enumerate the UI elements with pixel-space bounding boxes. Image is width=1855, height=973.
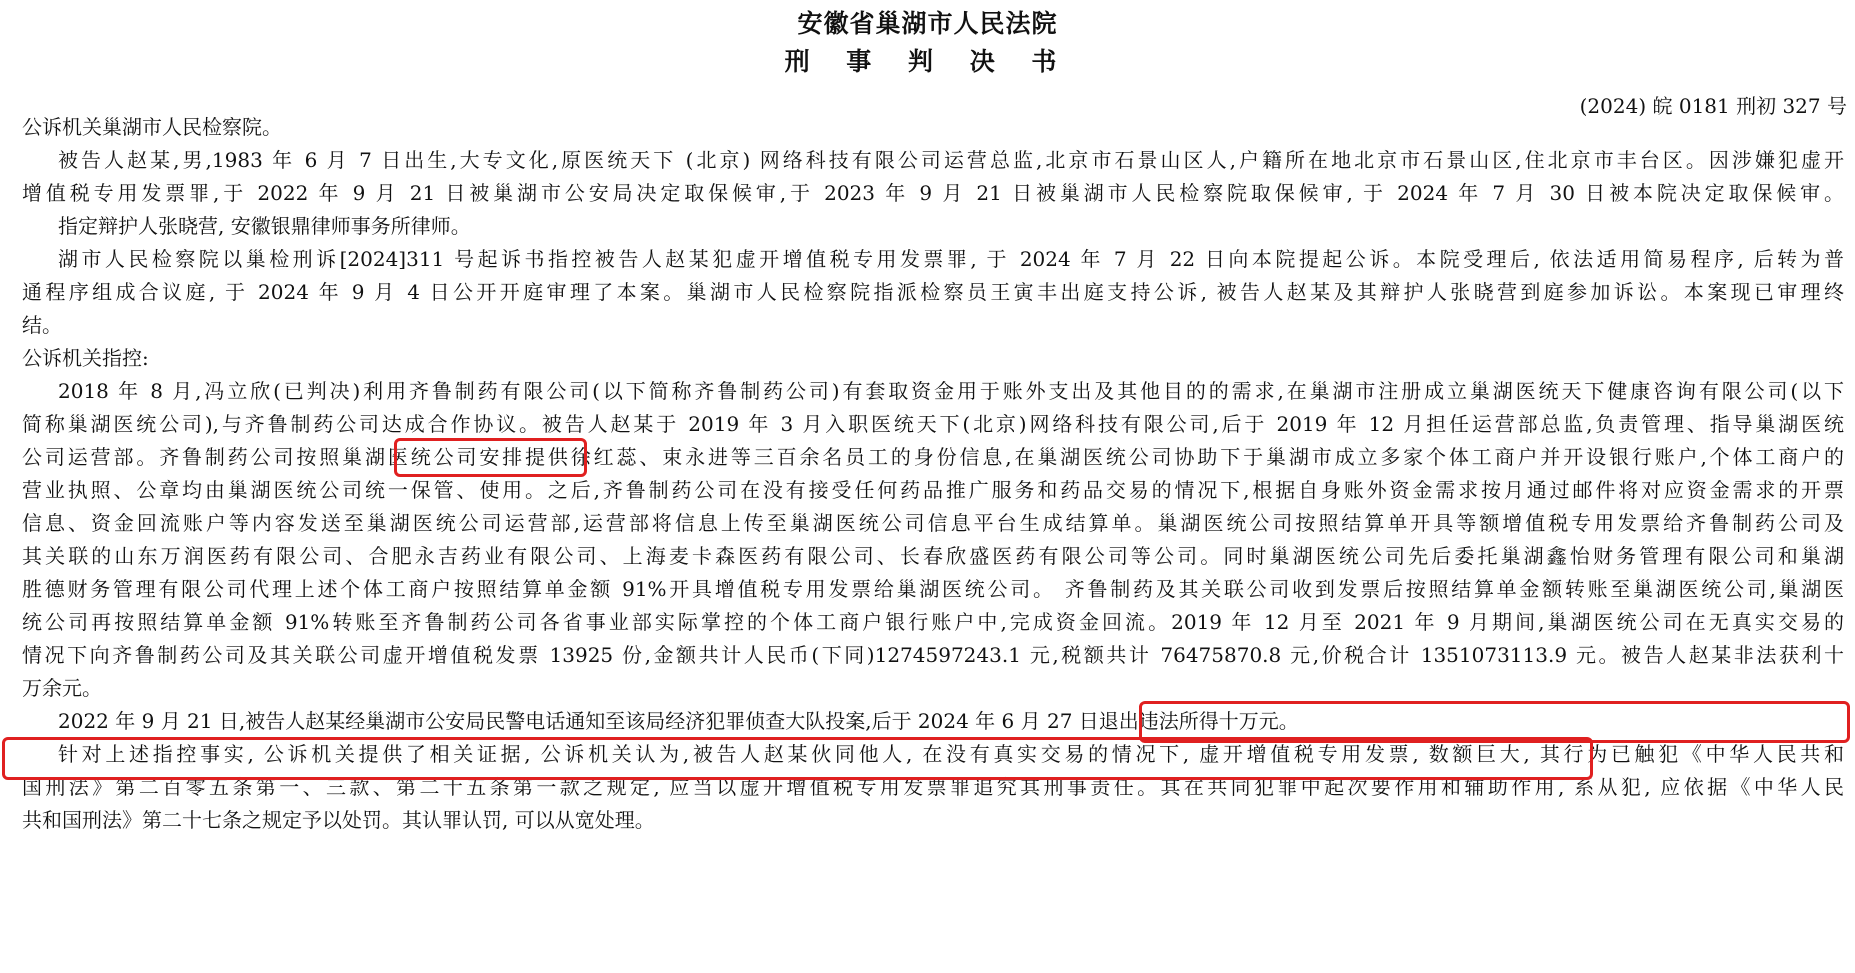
case-number: (2024) 皖 0181 刑初 327 号 <box>1579 94 1847 118</box>
court-name: 安徽省巢湖市人民法院 <box>797 9 1058 38</box>
text-line: 情况下向齐鲁制药公司及其关联公司虚开增值税发票 13925 份,金额共计人民币(下同)1274597243.1 元,税额共计 76475870.8 元,价税合计 1351073113.9 元。被告人赵某非法获利十 <box>22 643 1844 667</box>
text-line: 胜德财务管理有限公司代理上述个体工商户按照结算单金额 91%开具增值税专用发票给巢湖医统公司。 齐鲁制药及其关联公司收到发票后按照结算单金额转账至巢湖医统公司,巢湖医 <box>22 577 1844 601</box>
text-line: 公诉机关指控: <box>22 346 149 370</box>
text-line: 信息、资金回流账户等内容发送至巢湖医统公司运营部,运营部将信息上传至巢湖医统公司信息平台生成结算单。巢湖医统公司按照结算单开具等额增值税专用发票给齐鲁制药公司及 <box>22 511 1844 535</box>
text-line: 统公司再按照结算单金额 91%转账至齐鲁制药公司各省事业部实际掌控的个体工商户银行账户中,完成资金回流。2019 年 12 月至 2021 年 9 月期间,巢湖医统公司在无真实交易的 <box>22 610 1844 634</box>
text-line: 国刑法》第二百零五条第一、三款、第二十五条第一款之规定, 应当以虚开增值税专用发票罪追究其刑事责任。其在共同犯罪中起次要作用和辅助作用, 系从犯, 应依据《中华人民 <box>22 775 1844 799</box>
text-line: 营业执照、公章均由巢湖医统公司统一保管、使用。之后,齐鲁制药公司在没有接受任何药品推广服务和药品交易的情况下,根据自身账外资金需求按月通过邮件将对应资金需求的开票 <box>22 478 1844 502</box>
text-line: 共和国刑法》第二十七条之规定予以处罚。其认罪认罚, 可以从宽处理。 <box>22 808 655 832</box>
text-line: 简称巢湖医统公司),与齐鲁制药公司达成合作协议。被告人赵某于 2019 年 3 月入职医统天下(北京)网络科技有限公司,后于 2019 年 12 月担任运营部总监,负责管理、指导巢湖医统 <box>22 412 1844 436</box>
text-line: 湖市人民检察院以巢检刑诉[2024]311 号起诉书指控被告人赵某犯虚开增值税专用发票罪, 于 2024 年 7 月 22 日向本院提起公诉。本院受理后, 依法适用简易程序, 后转为普 <box>58 247 1844 271</box>
text-line: 2022 年 9 月 21 日,被告人赵某经巢湖市公安局民警电话通知至该局经济犯罪侦查大队投案,后于 2024 年 6 月 27 日退出违法所得十万元。 <box>58 709 1299 733</box>
text-line: 公司运营部。齐鲁制药公司按照巢湖医统公司安排提供徐红蕊、束永进等三百余名员工的身份信息,在巢湖医统公司协助下于巢湖市成立多家个体工商户并开设银行账户,个体工商户的 <box>22 445 1844 469</box>
text-line: 通程序组成合议庭, 于 2024 年 9 月 4 日公开开庭审理了本案。巢湖市人民检察院指派检察员王寅丰出庭支持公诉, 被告人赵某及其辩护人张晓营到庭参加诉讼。本案现已审理终 <box>22 280 1844 304</box>
text-line: 2018 年 8 月,冯立欣(已判决)利用齐鲁制药有限公司(以下简称齐鲁制药公司)有套取资金用于账外支出及其他目的的需求,在巢湖市注册成立巢湖医统天下健康咨询有限公司(以下 <box>58 379 1844 403</box>
text-line: 万余元。 <box>22 676 102 700</box>
text-line: 其关联的山东万润医药有限公司、合肥永吉药业有限公司、上海麦卡森医药有限公司、长春欣盛医药有限公司等公司。同时巢湖医统公司先后委托巢湖鑫怡财务管理有限公司和巢湖 <box>22 544 1844 568</box>
text-line: 增值税专用发票罪,于 2022 年 9 月 21 日被巢湖市公安局决定取保候审,于 2023 年 9 月 21 日被巢湖市人民检察院取保候审, 于 2024 年 7 月 30 日被本院决定取保候审。 <box>22 181 1844 205</box>
document-title: 刑 事 判 决 书 <box>784 47 1071 76</box>
text-line: 指定辩护人张晓营, 安徽银鼎律师事务所律师。 <box>58 214 471 238</box>
text-line: 公诉机关巢湖市人民检察院。 <box>22 115 282 139</box>
text-line: 结。 <box>22 313 62 337</box>
text-line: 针对上述指控事实, 公诉机关提供了相关证据, 公诉机关认为,被告人赵某伙同他人, 在没有真实交易的情况下, 虚开增值税专用发票, 数额巨大, 其行为已触犯《中华人民共和 <box>58 742 1844 766</box>
text-line: 被告人赵某,男,1983 年 6 月 7 日出生,大专文化,原医统天下 (北京) 网络科技有限公司运营总监,北京市石景山区人,户籍所在地北京市石景山区,住北京市丰台区。因涉嫌犯虚开 <box>58 148 1844 172</box>
